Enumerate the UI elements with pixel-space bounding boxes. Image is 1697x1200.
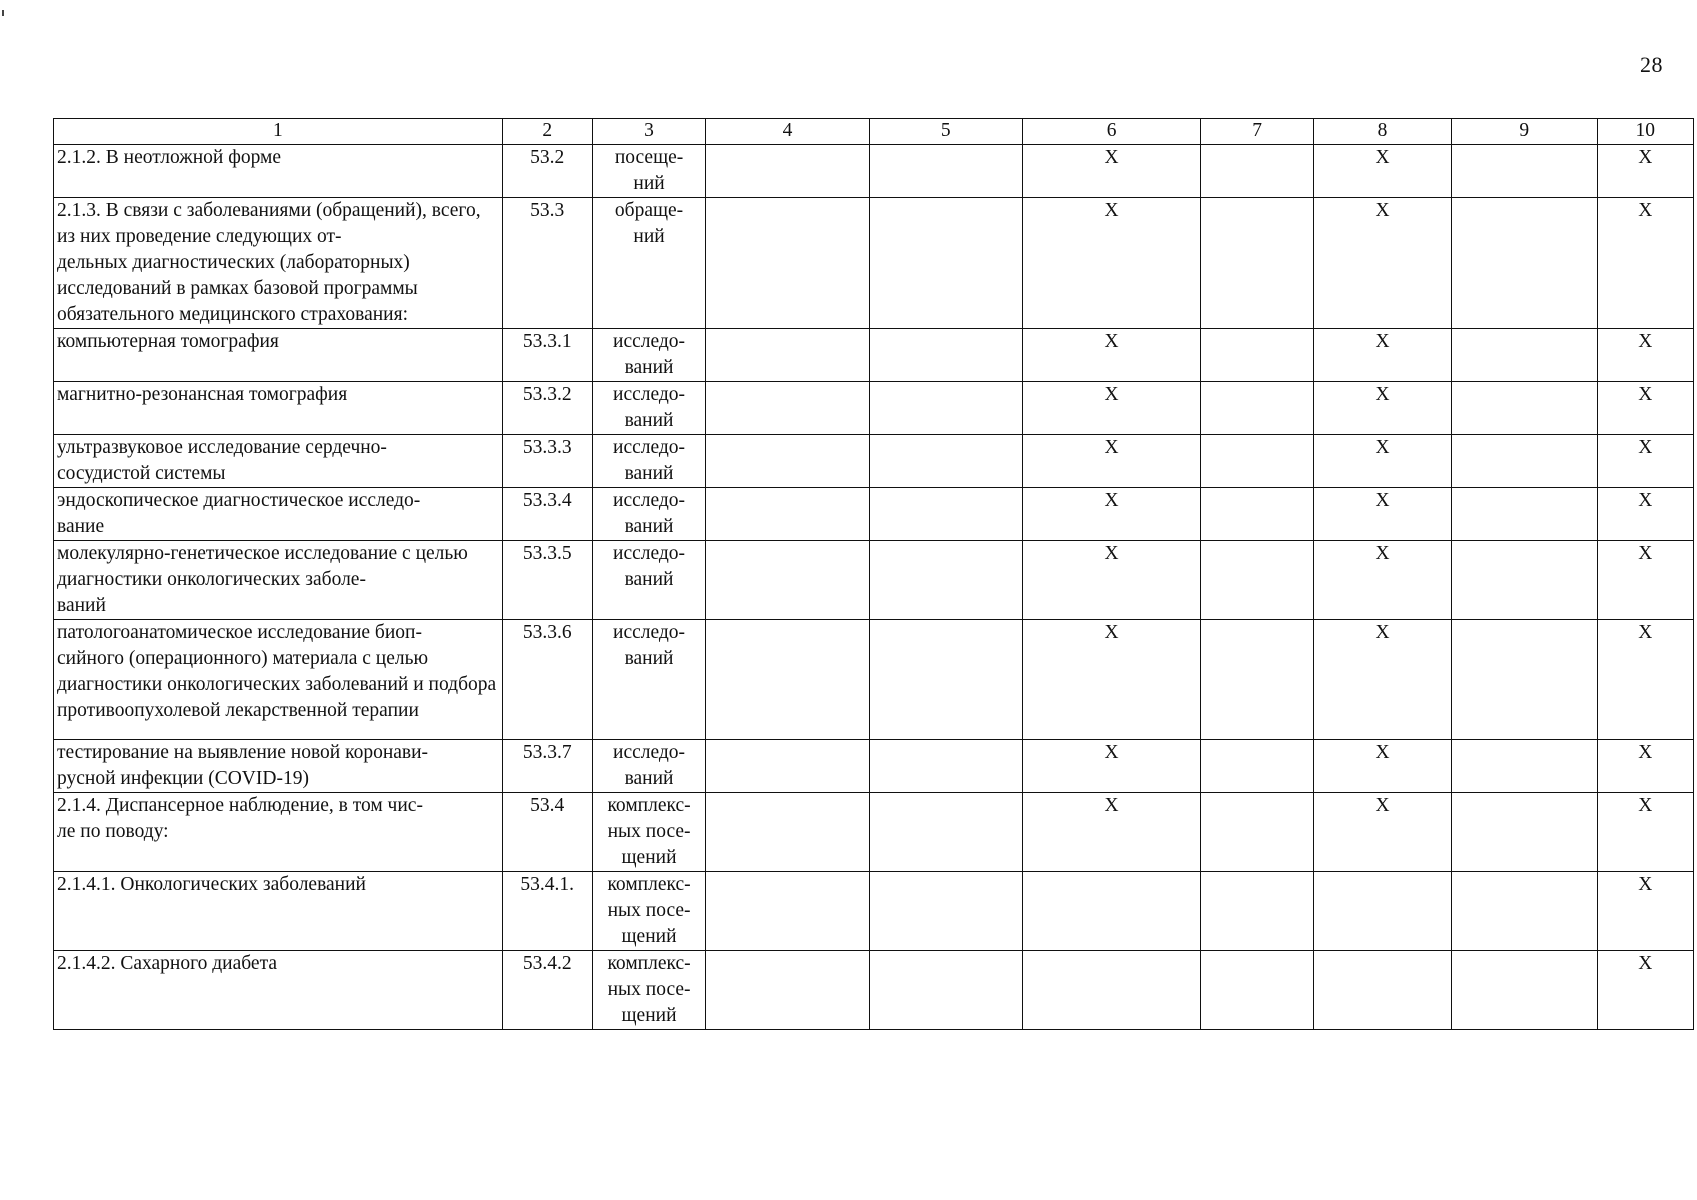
cell-col10: X	[1597, 145, 1693, 198]
table-row	[54, 620, 1694, 740]
cell-col5	[869, 329, 1022, 382]
cell-col9	[1451, 793, 1597, 872]
cell-col9	[1451, 198, 1597, 329]
cell-col8: X	[1314, 435, 1452, 488]
row-code: 53.3.6	[502, 620, 592, 740]
table-row	[54, 435, 1694, 488]
cell-col9	[1451, 951, 1597, 1030]
row-name: ультразвуковое исследование сердечно- сосудистой системы	[54, 435, 503, 488]
cell-col8: X	[1314, 329, 1452, 382]
cell-col9	[1451, 488, 1597, 541]
cell-col8: X	[1314, 382, 1452, 435]
row-code: 53.4.1.	[502, 872, 592, 951]
row-code: 53.3.7	[502, 740, 592, 793]
cell-col9	[1451, 740, 1597, 793]
cell-col8: X	[1314, 488, 1452, 541]
table-row	[54, 198, 1694, 329]
table-row	[54, 145, 1694, 198]
table-row	[54, 951, 1694, 1030]
row-name: эндоскопическое диагностическое исследо- вание	[54, 488, 503, 541]
cell-col10: X	[1597, 488, 1693, 541]
table-row	[54, 541, 1694, 620]
cell-col9	[1451, 382, 1597, 435]
row-unit: исследо- ваний	[592, 740, 706, 793]
row-unit: посеще- ний	[592, 145, 706, 198]
cell-col10: X	[1597, 740, 1693, 793]
cell-col4	[706, 145, 869, 198]
cell-col8: X	[1314, 145, 1452, 198]
cell-col8	[1314, 872, 1452, 951]
cell-col7	[1201, 329, 1314, 382]
cell-col8: X	[1314, 198, 1452, 329]
cell-col7	[1201, 145, 1314, 198]
cell-col9	[1451, 620, 1597, 740]
cell-col10: X	[1597, 872, 1693, 951]
cell-col7	[1201, 541, 1314, 620]
cell-col9	[1451, 435, 1597, 488]
cell-col8: X	[1314, 793, 1452, 872]
cell-col10: X	[1597, 951, 1693, 1030]
row-name: компьютерная томография	[54, 329, 503, 382]
cell-col7	[1201, 793, 1314, 872]
cell-col6: X	[1022, 488, 1200, 541]
cell-col5	[869, 740, 1022, 793]
cell-col9	[1451, 329, 1597, 382]
column-number: 7	[1201, 119, 1314, 145]
row-code: 53.4.2	[502, 951, 592, 1030]
cell-col6: X	[1022, 198, 1200, 329]
row-unit: исследо- ваний	[592, 435, 706, 488]
cell-col5	[869, 951, 1022, 1030]
cell-col7	[1201, 872, 1314, 951]
cell-col6: X	[1022, 793, 1200, 872]
row-code: 53.3.2	[502, 382, 592, 435]
column-number: 8	[1314, 119, 1452, 145]
column-number: 2	[502, 119, 592, 145]
cell-col6: X	[1022, 145, 1200, 198]
table-row	[54, 872, 1694, 951]
row-name: тестирование на выявление новой коронави- русной инфекции (COVID-19)	[54, 740, 503, 793]
cell-col10: X	[1597, 435, 1693, 488]
table-body	[54, 119, 1694, 1030]
row-name: 2.1.4.1. Онкологических заболеваний	[54, 872, 503, 951]
cell-col10: X	[1597, 382, 1693, 435]
cell-col7	[1201, 198, 1314, 329]
cell-col4	[706, 951, 869, 1030]
cell-col8	[1314, 951, 1452, 1030]
row-unit: комплекс- ных посе- щений	[592, 951, 706, 1030]
cell-col10: X	[1597, 541, 1693, 620]
cell-col4	[706, 382, 869, 435]
row-unit: комплекс- ных посе- щений	[592, 872, 706, 951]
cell-col6: X	[1022, 382, 1200, 435]
cell-col4	[706, 541, 869, 620]
cell-col4	[706, 620, 869, 740]
cell-col6: X	[1022, 740, 1200, 793]
cell-col9	[1451, 541, 1597, 620]
cell-col7	[1201, 620, 1314, 740]
row-name: 2.1.2. В неотложной форме	[54, 145, 503, 198]
cell-col7	[1201, 488, 1314, 541]
cell-col8: X	[1314, 620, 1452, 740]
cell-col4	[706, 435, 869, 488]
cell-col10: X	[1597, 329, 1693, 382]
cell-col6: X	[1022, 435, 1200, 488]
row-unit: исследо- ваний	[592, 382, 706, 435]
table-row	[54, 488, 1694, 541]
cell-col9	[1451, 872, 1597, 951]
table-row	[54, 793, 1694, 872]
cell-col5	[869, 145, 1022, 198]
cell-col7	[1201, 740, 1314, 793]
row-unit: исследо- ваний	[592, 541, 706, 620]
page-number: 28	[1640, 52, 1663, 77]
row-code: 53.4	[502, 793, 592, 872]
row-unit: обраще- ний	[592, 198, 706, 329]
row-code: 53.3	[502, 198, 592, 329]
cell-col5	[869, 435, 1022, 488]
cell-col5	[869, 620, 1022, 740]
cell-col7	[1201, 435, 1314, 488]
cell-col5	[869, 198, 1022, 329]
cell-col4	[706, 872, 869, 951]
cell-col7	[1201, 951, 1314, 1030]
column-number: 6	[1022, 119, 1200, 145]
row-name: 2.1.4. Диспансерное наблюдение, в том чис- ле по поводу:	[54, 793, 503, 872]
row-unit: исследо- ваний	[592, 488, 706, 541]
row-unit: исследо- ваний	[592, 620, 706, 740]
cell-col5	[869, 793, 1022, 872]
cell-col7	[1201, 382, 1314, 435]
column-number: 3	[592, 119, 706, 145]
cell-col6	[1022, 872, 1200, 951]
table-row	[54, 329, 1694, 382]
cell-col4	[706, 198, 869, 329]
cell-col5	[869, 488, 1022, 541]
row-name: 2.1.3. В связи с заболеваниями (обращений), всего, из них проведение следующих от- дельных диагностических (лабораторных) исследований в рамках базовой программы обязательного медицинского страхования:	[54, 198, 503, 329]
cell-col10: X	[1597, 620, 1693, 740]
row-name: 2.1.4.2. Сахарного диабета	[54, 951, 503, 1030]
row-code: 53.3.3	[502, 435, 592, 488]
cell-col6: X	[1022, 620, 1200, 740]
row-code: 53.3.1	[502, 329, 592, 382]
row-unit: комплекс- ных посе- щений	[592, 793, 706, 872]
cell-col10: X	[1597, 793, 1693, 872]
row-name: патологоанатомическое исследование биоп- сийного (операционного) материала с целью диагностики онкологических заболеваний и подбора противоопухолевой лекарственной терапии	[54, 620, 503, 740]
cell-col9	[1451, 145, 1597, 198]
cell-col8: X	[1314, 541, 1452, 620]
column-number: 5	[869, 119, 1022, 145]
row-code: 53.3.5	[502, 541, 592, 620]
cell-col6: X	[1022, 329, 1200, 382]
data-table	[53, 118, 1694, 1030]
column-number: 10	[1597, 119, 1693, 145]
row-name: магнитно-резонансная томография	[54, 382, 503, 435]
cell-col5	[869, 872, 1022, 951]
column-number: 4	[706, 119, 869, 145]
column-number-row	[54, 119, 1694, 145]
cell-col6	[1022, 951, 1200, 1030]
table-row	[54, 740, 1694, 793]
cell-col4	[706, 793, 869, 872]
row-code: 53.3.4	[502, 488, 592, 541]
row-code: 53.2	[502, 145, 592, 198]
cell-col6: X	[1022, 541, 1200, 620]
cell-col4	[706, 488, 869, 541]
table-row	[54, 382, 1694, 435]
cell-col4	[706, 329, 869, 382]
cell-col10: X	[1597, 198, 1693, 329]
column-number: 9	[1451, 119, 1597, 145]
column-number: 1	[54, 119, 503, 145]
cell-col4	[706, 740, 869, 793]
row-unit: исследо- ваний	[592, 329, 706, 382]
row-name: молекулярно-генетическое исследование с целью диагностики онкологических заболе- ваний	[54, 541, 503, 620]
cell-col8: X	[1314, 740, 1452, 793]
cell-col5	[869, 382, 1022, 435]
cell-col5	[869, 541, 1022, 620]
scan-mark	[2, 10, 4, 16]
